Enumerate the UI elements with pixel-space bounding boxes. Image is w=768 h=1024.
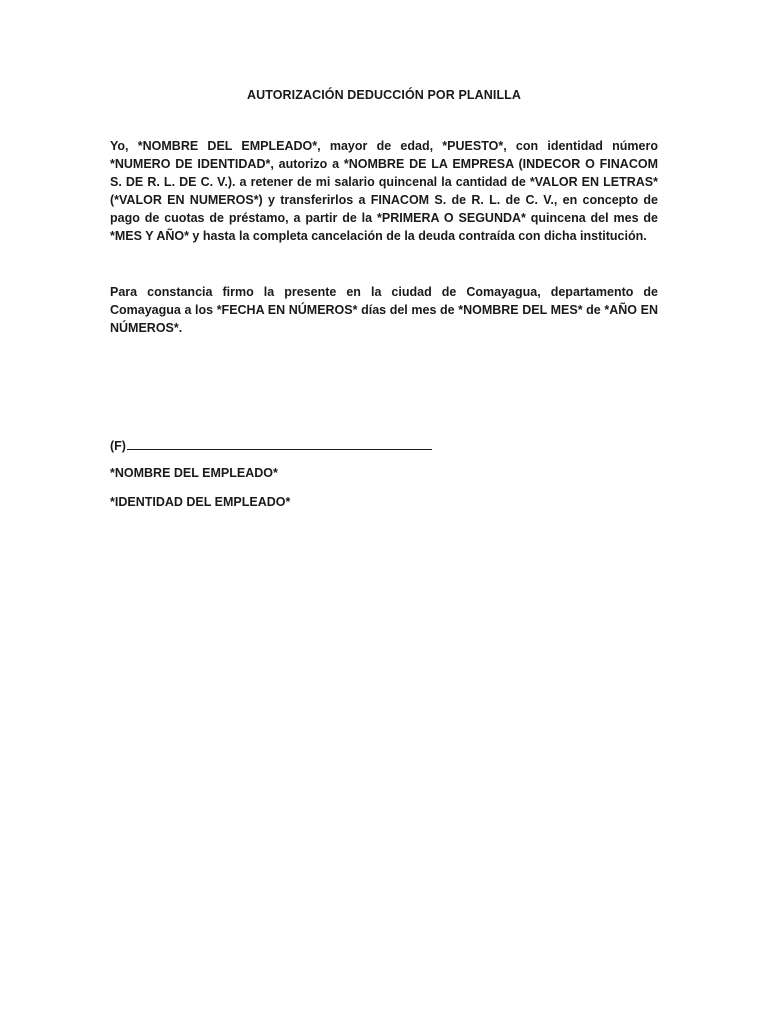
signature-line [110, 437, 432, 455]
paragraph1-text-1: Yo, [110, 139, 138, 153]
signature-employee-identity: *IDENTIDAD DEL EMPLEADO* [110, 495, 291, 509]
employee-name-placeholder: *NOMBRE DEL EMPLEADO*, [137, 139, 321, 153]
document-title: AUTORIZACIÓN DEDUCCIÓN POR PLANILLA [246, 88, 522, 102]
paragraph1-text-4: y transferirlos a FINACOM S. de R. L. de C. V., en concepto de pago de cuotas de préstamo, a partir de la *PRIMERA O SEGUNDA* quincena del mes de *MES Y AÑO* y hasta la completa cancelación de la deuda contraída con dicha institución. [110, 193, 658, 243]
signature-employee-name: *NOMBRE DEL EMPLEADO* [110, 466, 278, 480]
signature-prefix: (F) [110, 439, 126, 453]
constancy-paragraph: Para constancia firmo la presente en la ciudad de Comayagua, departamento de Comayagua a los *FECHA EN NÚMEROS* días del mes de *NOMBRE DEL MES* de *AÑO EN NÚMEROS*. [110, 285, 658, 335]
identity-number-placeholder: *NUMERO DE IDENTIDAD*, [110, 157, 274, 171]
signature-rule [127, 437, 432, 450]
paragraph1-text-3: autorizo a *NOMBRE DE LA EMPRESA (INDECOR O FINACOM S. DE R. L. DE C. V.). a retener de mi salario quincenal la cantidad de [110, 157, 658, 189]
paragraph1-text-2: mayor de edad, *PUESTO*, con identidad número [320, 139, 658, 153]
authorization-paragraph [110, 137, 658, 245]
amount-placeholder: *VALOR EN LETRAS* (*VALOR EN NUMEROS*) [110, 175, 658, 207]
